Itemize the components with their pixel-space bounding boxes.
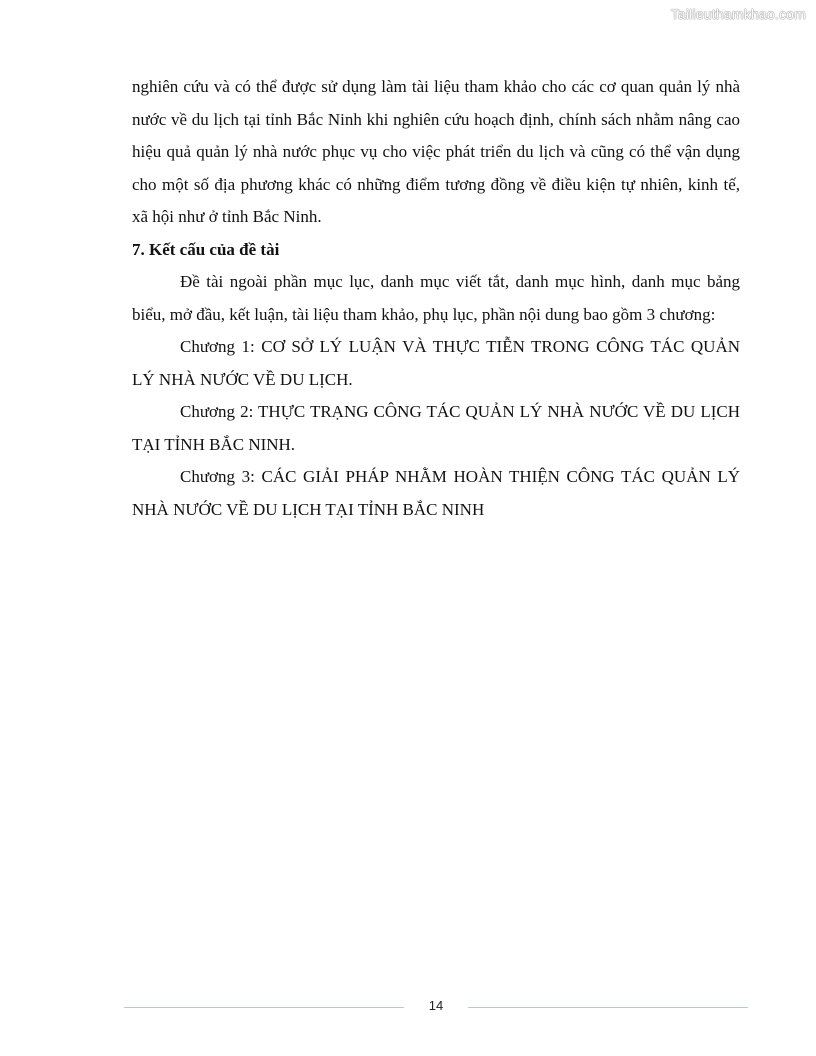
page-number: 14 [428,998,444,1013]
document-body [132,71,740,526]
chapter-1-item: Chương 1: CƠ SỞ LÝ LUẬN VÀ THỰC TIỄN TRONG CÔNG TÁC QUẢN LÝ NHÀ NƯỚC VỀ DU LỊCH. [132,337,740,389]
paragraph-structure: Đề tài ngoài phần mục lục, danh mục viết tắt, danh mục hình, danh mục bảng biểu, mở đầu, kết luận, tài liệu tham khảo, phụ lục, phần nội dung bao gồm 3 chương: [132,272,740,324]
section-heading: 7. Kết cấu của đề tài [132,239,280,259]
paragraph-intro-continuation: nghiên cứu và có thể được sử dụng làm tài liệu tham khảo cho các cơ quan quản lý nhà nước về du lịch tại tỉnh Bắc Ninh khi nghiên cứu hoạch định, chính sách nhằm nâng cao hiệu quả quản lý nhà nước phục vụ cho việc phát triển du lịch và cũng có thể vận dụng cho một số địa phương khác có những điểm tương đồng về điều kiện tự nhiên, kinh tế, xã hội như ở tỉnh Bắc Ninh. [132,77,740,226]
footer-rule-left [124,1007,404,1008]
watermark: Tailieuthamkhao.com [670,6,806,22]
footer-rule-right [468,1007,748,1008]
page-footer [124,998,748,1018]
chapter-3-item: Chương 3: CÁC GIẢI PHÁP NHẰM HOÀN THIỆN CÔNG TÁC QUẢN LÝ NHÀ NƯỚC VỀ DU LỊCH TẠI TỈNH BẮC NINH [132,467,740,519]
chapter-2-item: Chương 2: THỰC TRẠNG CÔNG TÁC QUẢN LÝ NHÀ NƯỚC VỀ DU LỊCH TẠI TỈNH BẮC NINH. [132,402,740,454]
